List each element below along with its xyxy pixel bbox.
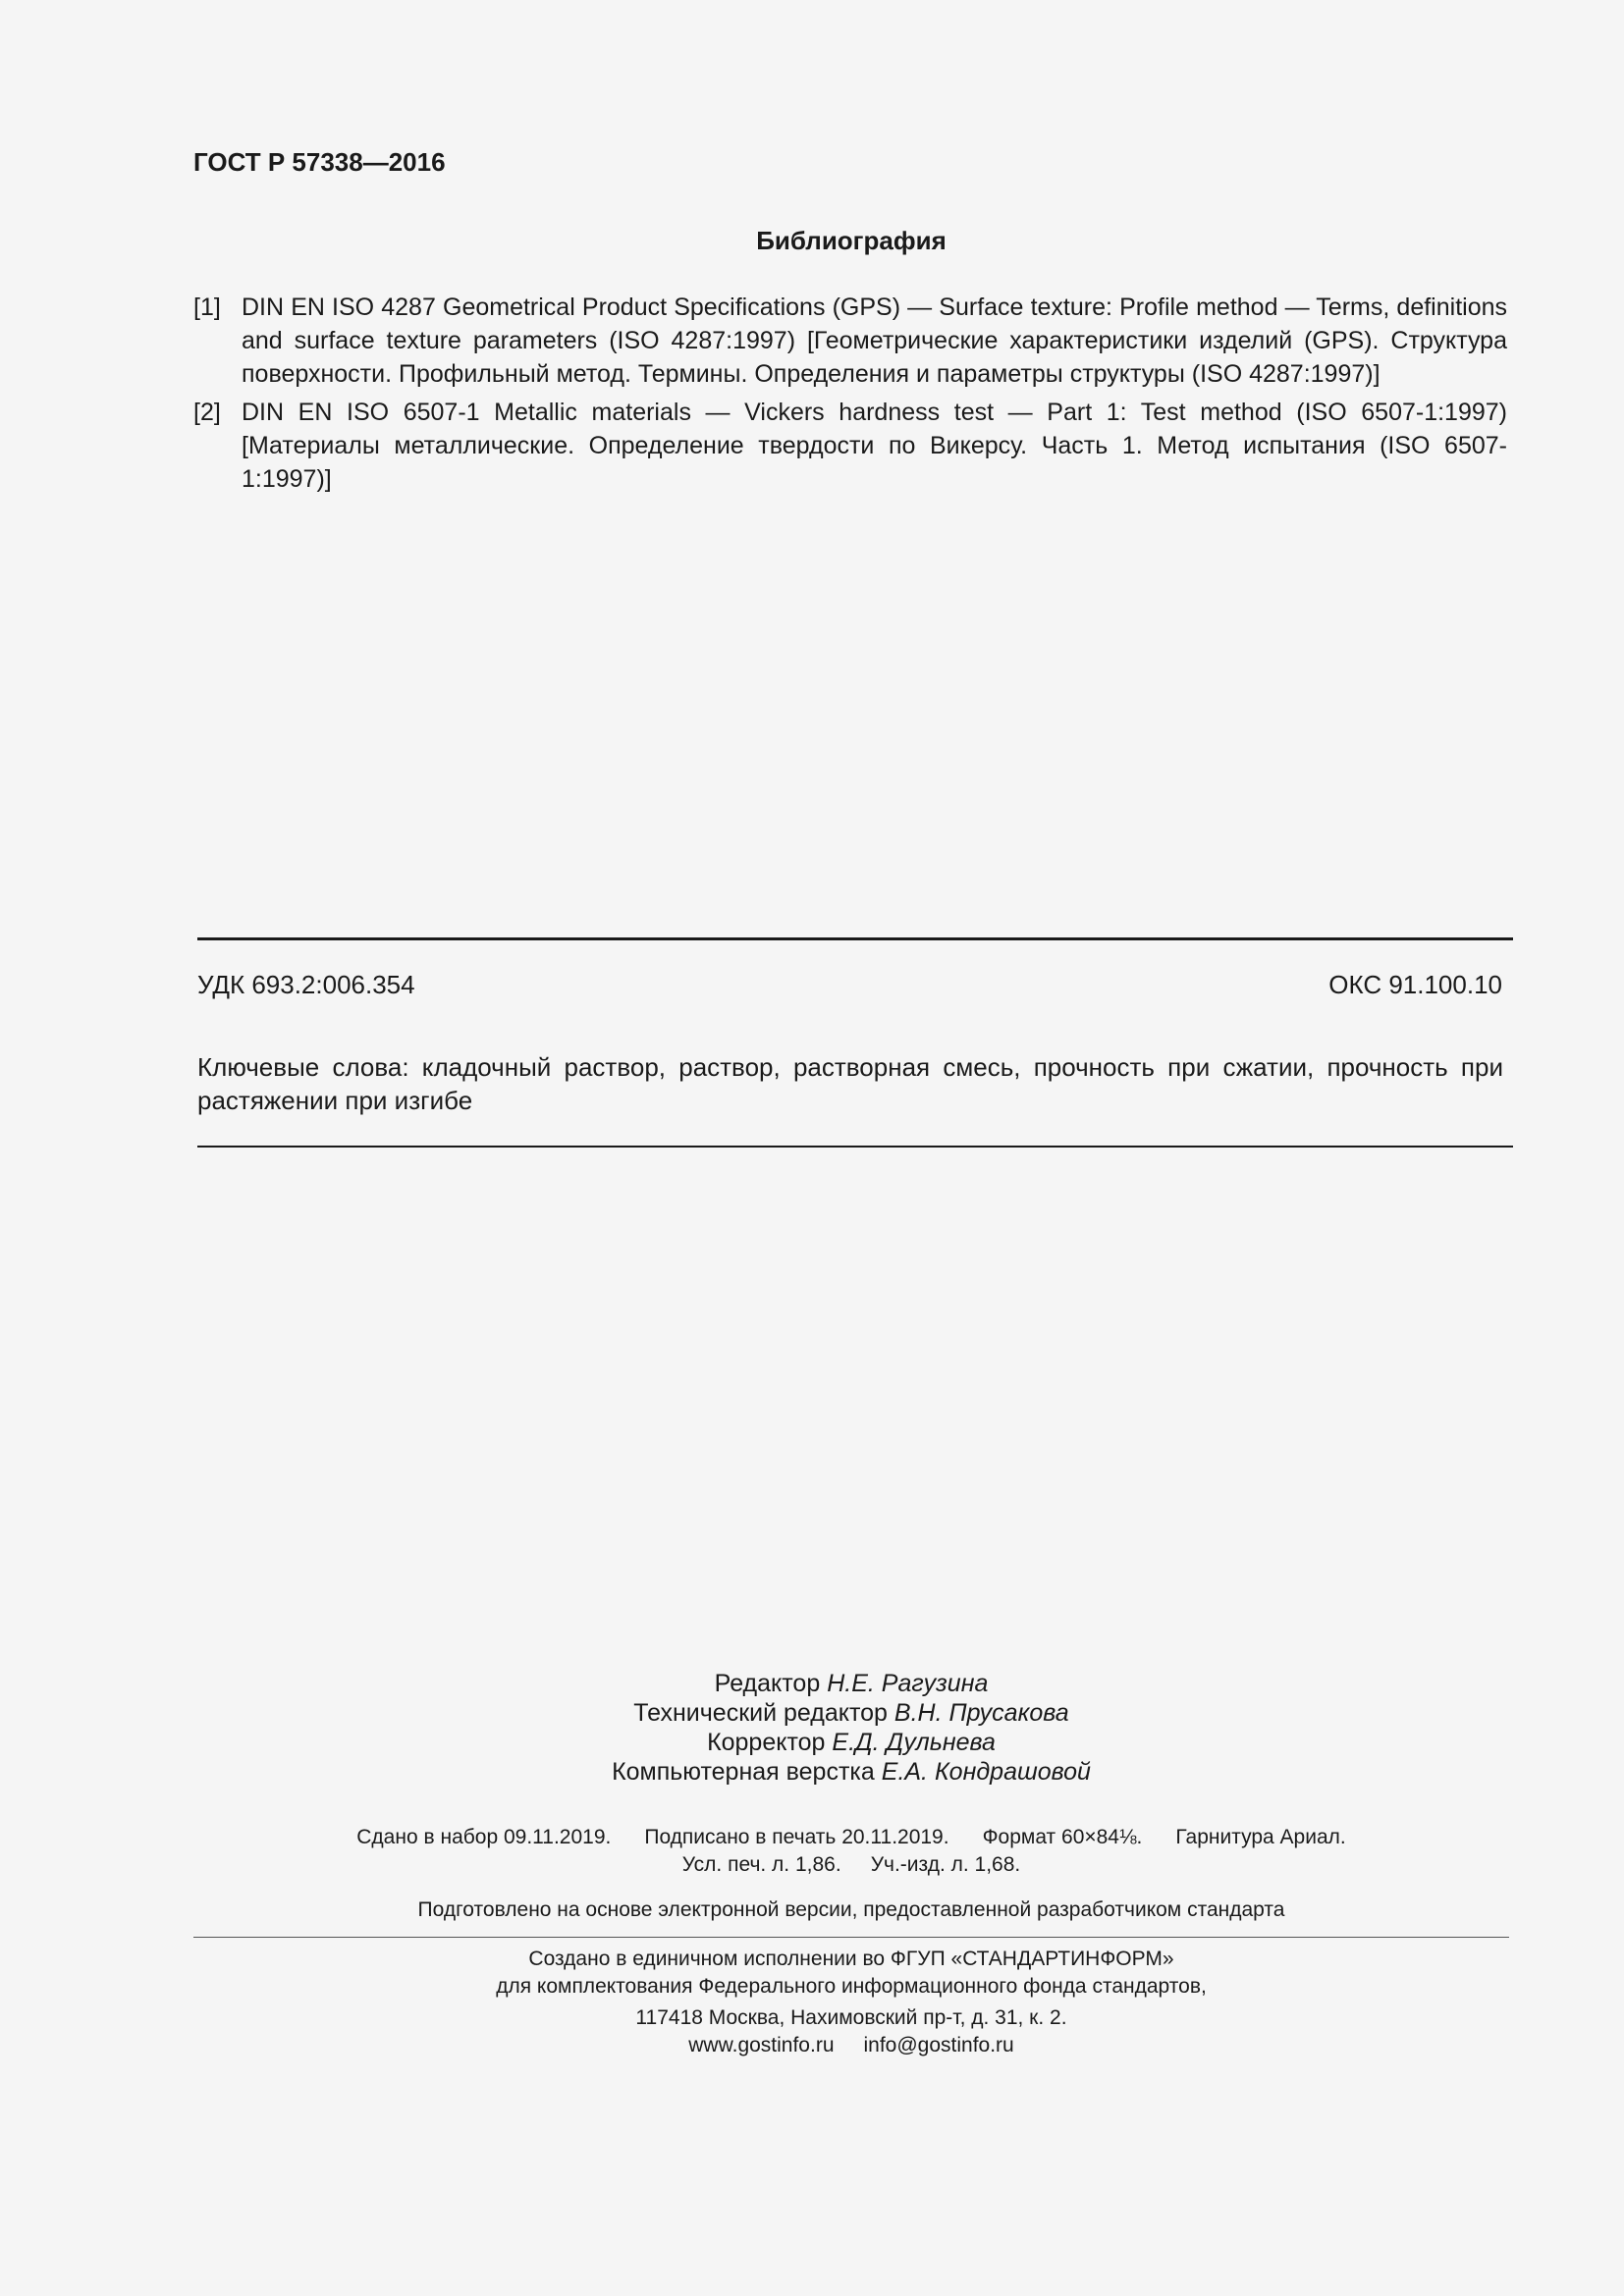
reference-item — [193, 291, 1507, 391]
credits-block — [0, 1669, 1624, 1787]
imprint-block — [0, 1824, 1624, 1879]
divider-top — [197, 937, 1513, 940]
website-link[interactable]: www.gostinfo.ru — [688, 2034, 835, 2056]
imprint-typeface: Гарнитура Ариал. — [1175, 1826, 1346, 1848]
created-note: Создано в единичном исполнении во ФГУП «СТАНДАРТИНФОРМ» для комплектования Федерального информационного фонда стандартов, — [496, 1948, 1207, 1998]
imprint-pub-sheets: Уч.-изд. л. 1,68. — [870, 1853, 1021, 1876]
divider-bottom — [197, 1146, 1513, 1148]
prepared-note: Подготовлено на основе электронной версии, предоставленной разработчиком стандарта — [417, 1898, 1285, 1921]
credit-corrector: Корректор Е.Д. Дульнева — [707, 1729, 996, 1756]
reference-item — [193, 396, 1507, 496]
oks-code: ОКС 91.100.10 — [1328, 970, 1502, 999]
reference-text: DIN EN ISO 4287 Geometrical Product Specifications (GPS) — Surface texture: Profile method — Terms, definitions and surface texture parameters (ISO 4287:1997) [Геометрические характеристики изделий (GPS). Структура поверхности. Профильный метод. Термины. Определения и параметры структуры (ISO 4287:1997)] — [242, 294, 1507, 388]
divider-footer — [193, 1937, 1509, 1938]
credit-tech-editor: Технический редактор В.Н. Прусакова — [633, 1699, 1069, 1727]
imprint-format: Формат 60×84⅛. — [982, 1826, 1143, 1848]
keywords: Ключевые слова: кладочный раствор, раствор, растворная смесь, прочность при сжатии, прочность при растяжении при изгибе — [197, 1052, 1503, 1115]
document-id: ГОСТ Р 57338—2016 — [193, 147, 446, 177]
imprint-typeset: Сдано в набор 09.11.2019. — [356, 1826, 612, 1848]
bibliography-title: Библиография — [756, 226, 947, 255]
imprint-signed: Подписано в печать 20.11.2019. — [644, 1826, 949, 1848]
credit-editor: Редактор Н.Е. Рагузина — [714, 1670, 989, 1697]
reference-text: DIN EN ISO 6507-1 Metallic materials — Vickers hardness test — Part 1: Test method (ISO 6507-1:1997) [Материалы металлические. Определение твердости по Викерсу. Часть 1. Метод испытания (ISO 6507-1:1997)] — [242, 399, 1507, 493]
credit-layout: Компьютерная верстка Е.А. Кондрашовой — [612, 1758, 1091, 1786]
reference-number: [2] — [193, 399, 221, 426]
udk-code: УДК 693.2:006.354 — [197, 970, 415, 999]
publisher-address: 117418 Москва, Нахимовский пр-т, д. 31, к. 2. www.gostinfo.ru info@gostinfo.ru — [635, 2006, 1067, 2056]
reference-number: [1] — [193, 294, 221, 321]
imprint-print-sheets: Усл. печ. л. 1,86. — [681, 1853, 841, 1876]
email-link[interactable]: info@gostinfo.ru — [863, 2034, 1014, 2056]
